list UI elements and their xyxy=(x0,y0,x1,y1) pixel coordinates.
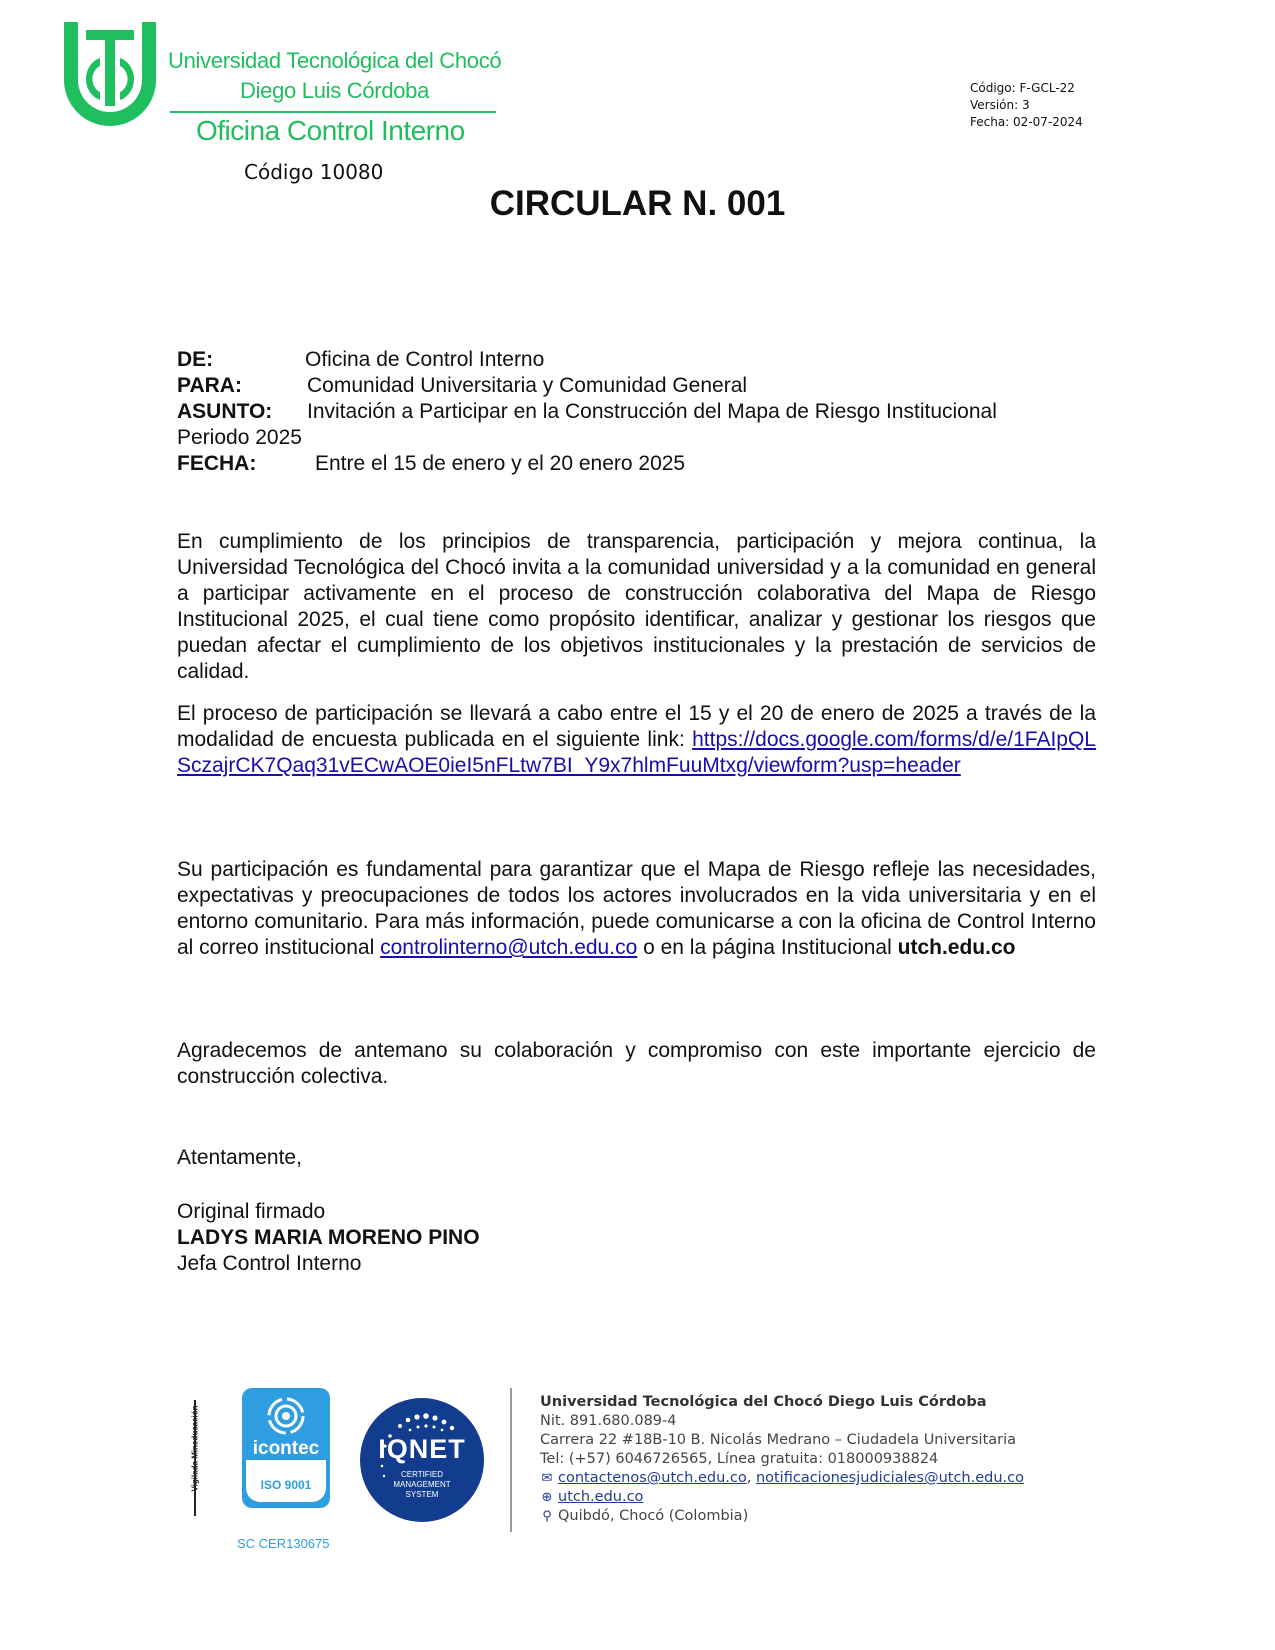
footer-web xyxy=(540,1488,1024,1507)
footer-emails xyxy=(540,1469,1024,1488)
footer-tel: Tel: (+57) 6046726565, Línea gratuita: 018000938824 xyxy=(540,1451,939,1467)
logo-divider xyxy=(170,111,496,113)
field-value: Invitación a Participar en la Construcción del Mapa de Riesgo Institucional xyxy=(307,400,997,423)
vigilada-label: Vigilada Mineducación xyxy=(190,1405,200,1492)
utch-logo-icon xyxy=(60,20,160,132)
meta-codigo: Código: F-GCL-22 xyxy=(970,81,1075,95)
paragraph-intro: En cumplimiento de los principios de transparencia, participación y mejora continua, la Universidad Tecnológica del Chocó invita a la comunidad universidad y a la comunidad en general a participar activamente en el proceso de construcción colaborativa del Mapa de Riesgo Institucional 2025, el cual tiene como propósito identificar, analizar y gestionar los riesgos que puedan afectar el cumplimiento de los objetivos institucionales y la prestación de servicios de calidad. xyxy=(177,530,1096,683)
field-para xyxy=(177,373,1097,399)
footer-divider-right xyxy=(510,1388,512,1532)
survey-link[interactable]: https://docs.google.com/forms/d/e/1FAIpQLSczajrCK7Qaq31vECwAOE0ieI5nFLtw7BI_Y9x7hlmFuuMtxg/viewform?usp=header xyxy=(177,728,1096,777)
website-text: utch.edu.co xyxy=(897,936,1016,959)
document-meta xyxy=(970,80,1083,131)
logo-university-subname: Diego Luis Córdoba xyxy=(240,78,430,103)
legal-email-link[interactable]: notificacionesjudiciales@utch.edu.co xyxy=(755,1470,1024,1486)
iqnet-sub-line: MANAGEMENT xyxy=(393,1480,451,1489)
office-code: Código 10080 xyxy=(244,160,384,184)
paragraph-text: El proceso de participación se llevará a cabo entre el 15 y el 20 de enero de 2025 a través de la modalidad de encuesta publicada en el siguiente link: xyxy=(177,702,1096,751)
field-de xyxy=(177,347,1097,373)
icontec-name: icontec xyxy=(252,1438,320,1459)
field-value: Oficina de Control Interno xyxy=(305,348,545,371)
iqnet-subtitle xyxy=(360,1470,484,1500)
meta-fecha: Fecha: 02-07-2024 xyxy=(970,115,1083,129)
signed-note: Original firmado xyxy=(177,1200,326,1223)
email-icon: ✉ xyxy=(541,1471,553,1486)
closing: Atentamente, xyxy=(177,1146,302,1169)
location-pin-icon: ⚲ xyxy=(542,1509,552,1524)
paragraph-thanks: Agradecemos de antemano su colaboración y compromiso con este importante ejercicio de construcción colectiva. xyxy=(177,1039,1096,1088)
signature-block xyxy=(177,1199,480,1277)
footer-org-name: Universidad Tecnológica del Chocó Diego Luis Córdoba xyxy=(540,1394,987,1410)
certificate-number: SC CER130675 xyxy=(237,1536,330,1551)
page-title: CIRCULAR N. 001 xyxy=(489,184,786,223)
field-fecha xyxy=(177,451,1097,477)
field-asunto xyxy=(177,399,1097,425)
field-label: FECHA: xyxy=(177,452,257,475)
logo-office-name: Oficina Control Interno xyxy=(196,115,465,146)
footer-address: Carrera 22 #18B-10 B. Nicolás Medrano – Ciudadela Universitaria xyxy=(540,1432,1017,1448)
footer-nit: Nit. 891.680.089-4 xyxy=(540,1413,677,1429)
field-value: Comunidad Universitaria y Comunidad General xyxy=(307,374,748,397)
paragraph-text: o en la página Institucional xyxy=(643,936,892,959)
website-link[interactable]: utch.edu.co xyxy=(558,1489,644,1505)
web-icon: ⊕ xyxy=(541,1490,553,1505)
field-label: PARA: xyxy=(177,374,242,397)
iqnet-sub-line: CERTIFIED xyxy=(400,1470,444,1479)
contact-email-link[interactable]: contactenos@utch.edu.co xyxy=(558,1470,747,1486)
email-link[interactable]: controlinterno@utch.edu.co xyxy=(380,936,638,959)
field-asunto-continued: Periodo 2025 xyxy=(177,426,302,449)
field-label: ASUNTO: xyxy=(177,400,273,423)
field-label: DE: xyxy=(177,348,214,371)
signer-name: LADYS MARIA MORENO PINO xyxy=(177,1226,480,1249)
icontec-iso: ISO 9001 xyxy=(260,1478,312,1492)
footer-location xyxy=(540,1507,1024,1526)
location-text: Quibdó, Chocó (Colombia) xyxy=(558,1508,749,1524)
paragraph-process xyxy=(177,701,1096,779)
paragraph-text: Su participación es fundamental para garantizar que el Mapa de Riesgo refleje las necesidades, expectativas y preocupaciones de todos los actores involucrados en la vida universitaria y en el entorno comunitario. Para más información, puede comunicarse a con la oficina de Control Interno al correo institucional xyxy=(177,858,1096,959)
paragraph-participation xyxy=(177,857,1096,961)
iqnet-name: IQNET xyxy=(378,1434,466,1464)
memo-fields xyxy=(177,347,1097,477)
meta-version: Versión: 3 xyxy=(970,98,1030,112)
icontec-symbol-icon xyxy=(266,1396,306,1436)
signer-role: Jefa Control Interno xyxy=(177,1252,362,1275)
logo-university-name: Universidad Tecnológica del Chocó xyxy=(168,48,502,73)
iqnet-sub-line: SYSTEM xyxy=(405,1490,439,1499)
footer-contact-info xyxy=(540,1393,1024,1526)
separator: , xyxy=(746,1470,756,1486)
field-value: Entre el 15 de enero y el 20 enero 2025 xyxy=(315,452,686,475)
